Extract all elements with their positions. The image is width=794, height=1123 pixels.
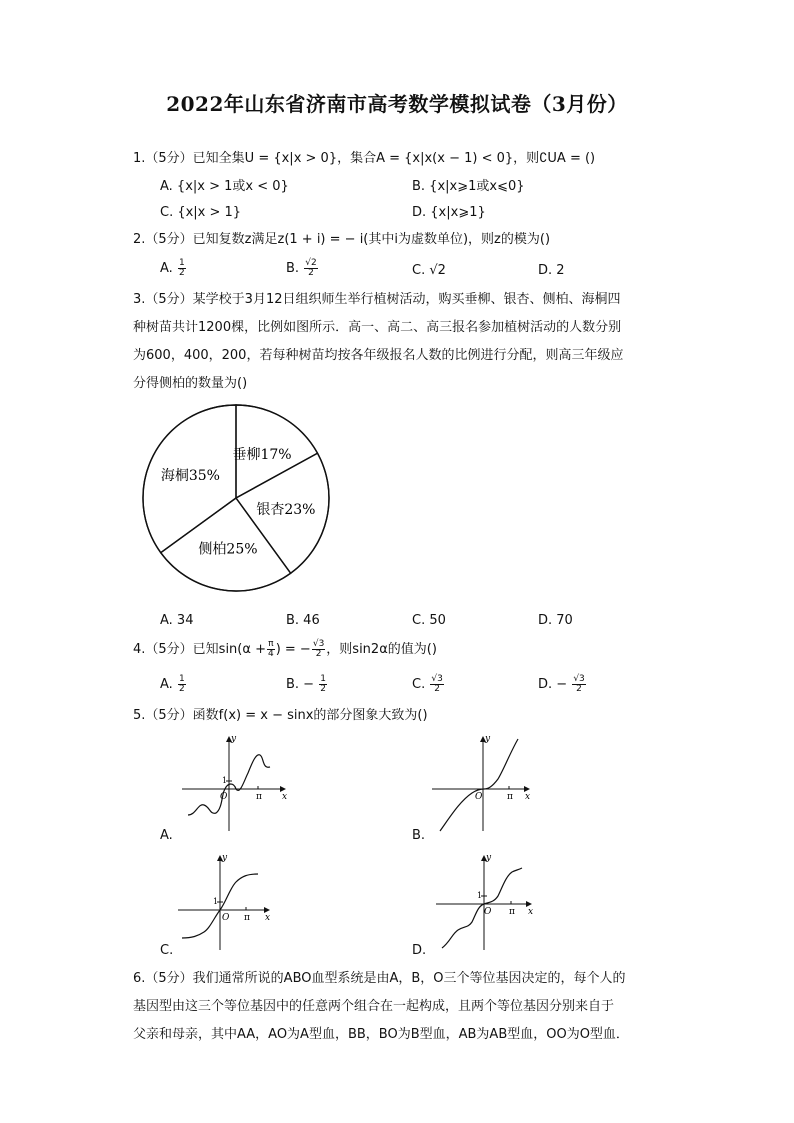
q2-option-a-fraction: [178, 259, 186, 278]
question-6-line-2: 基因型由这三个等位基因中的任意两个组合在一起构成，且两个等位基因分别来自于: [133, 999, 615, 1014]
q2-option-d: D. 2: [538, 263, 565, 278]
q3-option-a: A. 34: [160, 613, 194, 628]
graph-b-y-label: y: [485, 734, 491, 744]
q4-c-num: √3: [431, 674, 443, 684]
q2-b-num: √2: [305, 258, 317, 268]
pie-label-3: 侧柏25%: [198, 541, 258, 558]
graph-a-pi-label: π: [256, 792, 262, 802]
pie-label-4: 海桐35%: [160, 467, 220, 484]
question-5-stem: 5.（5分）函数f(x) = x − sinx的部分图象大致为(): [133, 708, 428, 723]
graph-d-x-label: x: [528, 907, 534, 917]
q5-option-d: D.: [412, 943, 427, 958]
q4-option-c-fraction: [430, 675, 443, 694]
q4-f1-den: 4: [267, 649, 274, 659]
q4-option-b-prefix: B. −: [286, 677, 315, 692]
q2-option-a-prefix: A.: [160, 261, 173, 276]
pie-label-1: 垂柳17%: [232, 446, 292, 463]
graph-c-origin-label: O: [222, 913, 230, 923]
question-6-line-3: 父亲和母亲，其中AA，AO为A型血，BB，BO为B型血，AB为AB型血，OO为O型血．: [133, 1027, 629, 1042]
graph-option-c: [174, 852, 286, 952]
q4-option-c: [412, 675, 445, 694]
q4-option-c-prefix: C.: [412, 677, 426, 692]
q4-f1-num: π: [268, 639, 274, 649]
q2-option-a: [160, 259, 187, 278]
q3-option-b: B. 46: [286, 613, 320, 628]
question-4-stem: [133, 640, 437, 659]
q2-b-den: 2: [308, 268, 314, 278]
q4-stem-part-3: ，则sin2α的值为(): [326, 642, 437, 657]
graph-c-x-label: x: [265, 913, 271, 923]
graph-b-origin-label: O: [475, 792, 483, 802]
question-2-stem: 2.（5分）已知复数z满足z(1 + i) = − i(其中i为虚数单位)，则z的模为(): [133, 232, 551, 247]
q4-f2-den: 2: [315, 649, 322, 659]
q1-option-d: D. {x|x⩾1}: [412, 205, 486, 220]
q2-option-c: C. √2: [412, 263, 446, 278]
graph-c-y-label: y: [222, 853, 228, 863]
q4-b-den: 2: [320, 684, 326, 694]
q5-option-a: A.: [160, 828, 173, 843]
question-3-line-3: 为600，400，200，若每种树苗均按各年级报名人数的比例进行分配，则高三年级应: [133, 348, 624, 363]
q4-stem-part-1: 4.（5分）已知sin(α +: [133, 642, 266, 657]
q2-option-b-fraction: [304, 259, 317, 278]
pie-label-2: 银杏23%: [256, 502, 316, 519]
graph-c-pi-label: π: [244, 913, 250, 923]
question-6-line-1: 6.（5分）我们通常所说的ABO血型系统是由A，B，O三个等位基因决定的，每个人的: [133, 971, 626, 986]
q4-option-b: [286, 675, 328, 694]
q4-option-d-fraction: [572, 675, 585, 694]
question-3-line-4: 分得侧柏的数量为(): [133, 376, 248, 391]
graph-d-pi-label: π: [509, 907, 515, 917]
graph-a-x-label: x: [282, 792, 288, 802]
graph-c-one-label: 1: [213, 897, 219, 906]
q4-a-den: 2: [178, 684, 185, 694]
q4-stem-fraction-1: [267, 640, 275, 659]
q4-option-d: [538, 675, 587, 694]
q5-option-c: C.: [160, 943, 174, 958]
graph-a-one-label: 1: [222, 776, 228, 785]
graph-d-origin-label: O: [484, 907, 492, 917]
graph-a-origin-label: O: [220, 792, 228, 802]
q4-d-den: 2: [576, 684, 582, 694]
q4-f2-num: √3: [312, 639, 325, 649]
q4-stem-part-2: ) = −: [275, 642, 311, 657]
graph-a-y-label: y: [231, 734, 237, 744]
graph-option-b: [428, 733, 540, 833]
graph-b-x-label: x: [525, 792, 531, 802]
q4-a-num: 1: [178, 674, 185, 684]
q5-option-b: B.: [412, 828, 426, 843]
q3-option-c: C. 50: [412, 613, 446, 628]
graph-d-y-label: y: [486, 853, 492, 863]
q2-a-num: 1: [178, 258, 185, 268]
q2-option-b: [286, 259, 319, 278]
page-title: 2022年山东省济南市高考数学模拟试卷（3月份）: [166, 92, 628, 116]
q4-c-den: 2: [434, 684, 440, 694]
q4-option-a: [160, 675, 187, 694]
q3-option-d: D. 70: [538, 613, 573, 628]
q4-option-a-fraction: [178, 675, 186, 694]
q4-b-num: 1: [320, 674, 326, 684]
q2-option-b-prefix: B.: [286, 261, 300, 276]
question-3-line-2: 种树苗共计1200棵，比例如图所示．高一、高二、高三报名参加植树活动的人数分别: [133, 320, 622, 335]
question-1-stem: 1.（5分）已知全集U = {x|x > 0}，集合A = {x|x(x − 1) < 0}，则∁UA = (): [133, 151, 596, 166]
graph-b-pi-label: π: [507, 792, 513, 802]
graph-option-a: [178, 733, 290, 833]
q4-stem-fraction-2: [312, 640, 325, 659]
question-3-line-1: 3.（5分）某学校于3月12日组织师生举行植树活动，购买垂柳、银杏、侧柏、海桐四: [133, 292, 621, 307]
q1-option-b: B. {x|x⩾1或x⩽0}: [412, 179, 525, 194]
q1-option-a: A. {x|x > 1或x < 0}: [160, 179, 289, 194]
q1-option-c: C. {x|x > 1}: [160, 205, 242, 220]
q4-option-b-fraction: [319, 675, 327, 694]
graph-d-one-label: 1: [477, 891, 483, 900]
q2-a-den: 2: [178, 268, 185, 278]
q4-option-a-prefix: A.: [160, 677, 173, 692]
q4-d-num: √3: [573, 674, 585, 684]
q4-option-d-prefix: D. −: [538, 677, 568, 692]
pie-chart: [130, 397, 330, 597]
graph-option-d: [432, 852, 544, 952]
